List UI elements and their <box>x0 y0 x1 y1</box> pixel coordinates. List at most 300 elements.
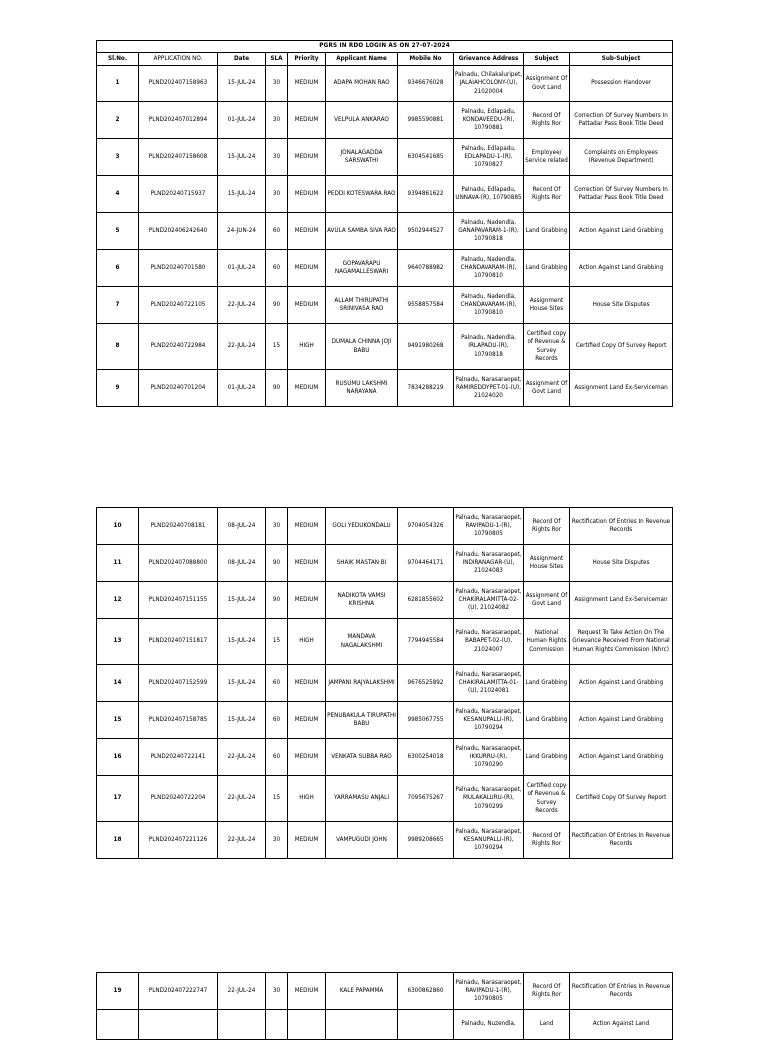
priority <box>288 176 326 213</box>
mobile-no-text: 9640788982 <box>407 263 444 271</box>
grievance-address-text: Palnadu, Narasaraopet, IKKURRU-(R), 10790290 <box>455 744 522 769</box>
subject <box>524 66 570 102</box>
priority-text: MEDIUM <box>294 595 319 603</box>
row-sl-no <box>97 739 139 776</box>
mobile-no-text: 9346676028 <box>407 79 444 87</box>
table-row <box>97 250 673 287</box>
subject-text: Land Grabbing <box>525 678 568 686</box>
sub-subject-text: Rectification Of Entries In Revenue Records <box>571 831 671 847</box>
subject-text: Assignment Of Govt Land <box>525 591 568 607</box>
priority <box>288 973 326 1010</box>
mobile-no-text: 9989208665 <box>407 835 444 843</box>
applicant-name <box>326 250 398 287</box>
row-sl-no <box>97 66 139 102</box>
subject-text: Record Of Rights Ror <box>531 111 562 127</box>
date-text: 24-JUN-24 <box>227 226 256 234</box>
sla <box>266 619 288 665</box>
date-text: 22-JUL-24 <box>227 752 256 760</box>
table-row <box>97 102 673 139</box>
application-no <box>139 822 218 859</box>
grievance-address <box>454 102 524 139</box>
table-row <box>97 739 673 776</box>
sla-text: 60 <box>272 226 281 234</box>
subject <box>524 545 570 582</box>
applicant-name <box>326 739 398 776</box>
subject <box>524 324 570 370</box>
grievance-address-text: Palnadu, Edlapadu, EDLAPADU-1-(R), 10790827 <box>461 144 516 169</box>
sla-text: 15 <box>272 342 281 350</box>
mobile-no-text: 6304541685 <box>407 152 444 160</box>
subject-text: Land Grabbing <box>525 752 568 760</box>
grievance-table-page-2 <box>96 507 673 859</box>
applicant-name <box>326 702 398 739</box>
mobile-no-text: 9394861622 <box>407 189 444 197</box>
subject <box>524 508 570 545</box>
row-sl-no-text: 1 <box>115 79 120 87</box>
date <box>218 822 266 859</box>
row-sl-no <box>97 287 139 324</box>
priority <box>288 102 326 139</box>
priority-text: MEDIUM <box>294 152 319 160</box>
row-sl-no-text: 19 <box>113 986 122 994</box>
date-text: 15-JUL-24 <box>227 678 256 686</box>
application-no <box>139 508 218 545</box>
grievance-address <box>454 139 524 176</box>
applicant-name <box>326 324 398 370</box>
table-row <box>97 822 673 859</box>
date <box>218 545 266 582</box>
applicant-name-text: ALLAM THIRUPATHI SRINIVASA RAO <box>334 296 389 312</box>
header-grievance-address: Grievance Address <box>454 53 524 66</box>
applicant-name-text: PENUBAKULA TIRUPATHI BABU <box>327 711 396 727</box>
priority <box>288 665 326 702</box>
header-date: Date <box>218 53 266 66</box>
mobile-no <box>398 582 454 619</box>
sla <box>266 66 288 102</box>
grievance-address-text: Palnadu, Narasaraopet, CHAKIRALAMITTA-01-(U), 21024081 <box>455 670 522 695</box>
sub-subject-text: Action Against Land Grabbing <box>578 715 664 723</box>
subject <box>524 619 570 665</box>
priority <box>288 545 326 582</box>
mobile-no <box>398 702 454 739</box>
application-no <box>139 702 218 739</box>
subject-text: Assignment House Sites <box>529 554 564 570</box>
sub-subject <box>570 287 673 324</box>
sla <box>266 739 288 776</box>
mobile-no <box>398 102 454 139</box>
application-no-text: PLND202407151155 <box>148 595 208 603</box>
priority-text: MEDIUM <box>294 300 319 308</box>
subject-text: Certified copy of Revenue & Survey Records <box>526 330 567 362</box>
application-no-text: PLND20240701580 <box>150 263 206 271</box>
grievance-address <box>454 582 524 619</box>
grievance-address-text: Palnadu, Narasaraopet, KESANUPALLI-(R), 10790294 <box>455 827 522 852</box>
applicant-name-text: YARRAMASU ANJALI <box>333 794 389 802</box>
grievance-address-text: Palnadu, Chilakaluripet, JALAIAHCOLONY-(U), 21020004 <box>455 71 522 95</box>
sla-text <box>267 1010 286 1039</box>
subject <box>524 1010 570 1040</box>
header-applicant-name: Applicant Name <box>326 53 398 66</box>
sla-text: 90 <box>272 383 281 391</box>
sub-subject <box>570 66 673 102</box>
sub-subject-text: Certified Copy Of Survey Report <box>575 342 667 350</box>
priority <box>288 619 326 665</box>
subject <box>524 582 570 619</box>
sub-subject <box>570 665 673 702</box>
mobile-no <box>398 287 454 324</box>
header-row <box>97 53 673 66</box>
applicant-name <box>326 545 398 582</box>
priority <box>288 739 326 776</box>
subject <box>524 776 570 822</box>
date <box>218 324 266 370</box>
mobile-no <box>398 324 454 370</box>
date <box>218 776 266 822</box>
mobile-no-text: 9704054326 <box>407 521 444 529</box>
date-text: 22-JUL-24 <box>227 342 256 350</box>
date-text: 22-JUL-24 <box>227 794 256 802</box>
row-sl-no-text: 8 <box>115 342 120 350</box>
application-no <box>139 739 218 776</box>
applicant-name-text: GOLI YEDUKONDALU <box>332 521 391 529</box>
date-text: 08-JUL-24 <box>227 521 256 529</box>
date-text: 22-JUL-24 <box>227 986 256 994</box>
priority-text: MEDIUM <box>294 79 319 87</box>
mobile-no <box>398 545 454 582</box>
applicant-name-text: AVULA SAMBA SIVA RAO <box>327 226 396 234</box>
grievance-address <box>454 324 524 370</box>
application-no-text: PLND202407152599 <box>148 678 208 686</box>
sub-subject <box>570 324 673 370</box>
subject-text: Land <box>539 1020 554 1028</box>
applicant-name <box>326 582 398 619</box>
priority-text: MEDIUM <box>294 521 319 529</box>
row-sl-no-text: 4 <box>115 189 120 197</box>
sub-subject-text: Rectification Of Entries In Revenue Records <box>571 517 671 533</box>
sla <box>266 324 288 370</box>
row-sl-no-text: 14 <box>113 678 122 686</box>
header-subject: Subject <box>524 53 570 66</box>
priority <box>288 508 326 545</box>
sub-subject-text: House Site Disputes <box>592 300 650 308</box>
date-text: 15-JUL-24 <box>227 152 256 160</box>
row-sl-no <box>97 250 139 287</box>
sub-subject-text: Assignment Land Ex-Serviceman <box>574 595 668 603</box>
sla-text: 90 <box>272 595 281 603</box>
table-row <box>97 508 673 545</box>
table-row <box>97 370 673 407</box>
subject <box>524 287 570 324</box>
mobile-no-text: 9985590881 <box>407 115 444 123</box>
priority-text: HIGH <box>299 637 314 645</box>
mobile-no <box>398 176 454 213</box>
row-sl-no-text: 3 <box>115 152 120 160</box>
sla <box>266 665 288 702</box>
mobile-no <box>398 370 454 407</box>
grievance-address <box>454 508 524 545</box>
header-sla: SLA <box>266 53 288 66</box>
grievance-address-text: Palnadu, Nadendla, CHANDAVARAM-(R), 10790810 <box>460 255 517 280</box>
table-row <box>97 665 673 702</box>
row-sl-no <box>97 508 139 545</box>
subject <box>524 250 570 287</box>
grievance-address-text: Palnadu, Narasaraopet, RAVIPADU-1-(R), 10790805 <box>455 978 522 1003</box>
applicant-name-text: DUMALA CHINNA JOJI BABU <box>331 338 392 354</box>
mobile-no <box>398 1010 454 1040</box>
sla-text: 90 <box>272 558 281 566</box>
sla <box>266 139 288 176</box>
grievance-address-text: Palnadu, Narasaraopet, INDIRANAGAR-(U), 21024083 <box>455 550 522 575</box>
table-row <box>97 324 673 370</box>
date <box>218 665 266 702</box>
sub-subject <box>570 139 673 176</box>
applicant-name-text: VELPULA ANKARAO <box>334 115 389 123</box>
sub-subject-text: Possession Handover <box>591 79 652 87</box>
row-sl-no-text: 16 <box>113 752 122 760</box>
application-no <box>139 102 218 139</box>
sub-subject <box>570 1010 673 1040</box>
priority-text: MEDIUM <box>294 115 319 123</box>
row-sl-no-text: 7 <box>115 300 120 308</box>
mobile-no <box>398 66 454 102</box>
row-sl-no-text: 6 <box>115 263 120 271</box>
mobile-no-text: 9558857584 <box>407 300 444 308</box>
mobile-no-text: 9502944527 <box>407 226 444 234</box>
applicant-name-text: VENKATA SUBBA RAO <box>331 752 392 760</box>
sla <box>266 102 288 139</box>
mobile-no <box>398 739 454 776</box>
row-sl-no <box>97 822 139 859</box>
priority <box>288 213 326 250</box>
priority <box>288 250 326 287</box>
header-sl-no: Sl.No. <box>97 53 139 66</box>
application-no-text: PLND20240722984 <box>150 342 206 350</box>
table-row <box>97 582 673 619</box>
sub-subject <box>570 702 673 739</box>
header-mobile-no: Mobile No <box>398 53 454 66</box>
applicant-name <box>326 508 398 545</box>
row-sl-no <box>97 370 139 407</box>
application-no-text: PLND20240715937 <box>150 189 206 197</box>
sub-subject <box>570 822 673 859</box>
sub-subject <box>570 776 673 822</box>
application-no-text: PLND202407158785 <box>148 715 208 723</box>
applicant-name <box>326 619 398 665</box>
priority-text <box>289 1010 324 1039</box>
table-body <box>97 973 673 1040</box>
application-no <box>139 324 218 370</box>
application-no-text: PLND20240701204 <box>150 383 206 391</box>
sub-subject <box>570 102 673 139</box>
date <box>218 287 266 324</box>
applicant-name-text <box>327 1010 396 1039</box>
sub-subject <box>570 213 673 250</box>
application-no <box>139 1010 218 1040</box>
table-row <box>97 66 673 102</box>
sub-subject-text: Action Against Land Grabbing <box>578 678 664 686</box>
sla-text: 60 <box>272 678 281 686</box>
subject <box>524 139 570 176</box>
subject <box>524 370 570 407</box>
date <box>218 582 266 619</box>
sla-text: 30 <box>272 521 281 529</box>
grievance-address <box>454 250 524 287</box>
row-sl-no-text: 18 <box>113 835 122 843</box>
grievance-address <box>454 545 524 582</box>
priority-text: MEDIUM <box>294 986 319 994</box>
sla-text: 15 <box>272 794 281 802</box>
application-no-text: PLND20240722141 <box>150 752 206 760</box>
priority <box>288 139 326 176</box>
report-title: PGRS IN RDO LOGIN AS ON 27-07-2024 <box>97 41 673 53</box>
table-row <box>97 973 673 1010</box>
applicant-name <box>326 139 398 176</box>
subject <box>524 973 570 1010</box>
mobile-no <box>398 250 454 287</box>
sub-subject-text: Complaints on Employees (Revenue Department) <box>584 148 658 164</box>
grievance-table-page-3 <box>96 972 673 1040</box>
application-no <box>139 665 218 702</box>
applicant-name <box>326 287 398 324</box>
header-sub-subject: Sub-Subject <box>570 53 673 66</box>
applicant-name-text: MANDAVA NAGALAKSHMI <box>340 633 383 649</box>
grievance-address-text: Palnadu, Narasaraopet, CHAKIRALAMITTA-02-(U), 21024082 <box>455 587 522 612</box>
mobile-no-text: 9491980268 <box>407 342 444 350</box>
sla <box>266 582 288 619</box>
table-row <box>97 176 673 213</box>
mobile-no-text: 9985067755 <box>407 715 444 723</box>
row-sl-no-text: 13 <box>113 637 122 645</box>
sla-text: 60 <box>272 263 281 271</box>
sla <box>266 370 288 407</box>
application-no-text: PLND20240708181 <box>150 521 206 529</box>
sla <box>266 176 288 213</box>
application-no <box>139 213 218 250</box>
subject-text: Assignment Of Govt Land <box>525 379 568 395</box>
sla-text: 30 <box>272 835 281 843</box>
sub-subject <box>570 739 673 776</box>
grievance-address <box>454 739 524 776</box>
grievance-address <box>454 370 524 407</box>
priority <box>288 1010 326 1040</box>
subject-text: Record Of Rights Ror <box>531 831 562 847</box>
grievance-address <box>454 1010 524 1040</box>
row-sl-no-text: 15 <box>113 715 122 723</box>
grievance-address <box>454 822 524 859</box>
application-no-text: PLND20240722204 <box>150 794 206 802</box>
application-no-text: PLND202407222747 <box>148 986 208 994</box>
sla <box>266 973 288 1010</box>
application-no <box>139 582 218 619</box>
applicant-name <box>326 822 398 859</box>
sub-subject <box>570 370 673 407</box>
mobile-no-text: 6281855602 <box>407 595 444 603</box>
table-row <box>97 213 673 250</box>
subject-text: Land Grabbing <box>525 226 568 234</box>
subject-text: Land Grabbing <box>525 263 568 271</box>
application-no <box>139 287 218 324</box>
grievance-address <box>454 287 524 324</box>
sla-text: 30 <box>272 986 281 994</box>
row-sl-no <box>97 665 139 702</box>
sub-subject <box>570 973 673 1010</box>
grievance-address <box>454 619 524 665</box>
sla <box>266 508 288 545</box>
sub-subject <box>570 619 673 665</box>
date <box>218 66 266 102</box>
sla-text: 30 <box>272 115 281 123</box>
grievance-address <box>454 973 524 1010</box>
priority <box>288 370 326 407</box>
date-text <box>219 1010 264 1039</box>
sla <box>266 545 288 582</box>
row-sl-no-text: 9 <box>115 383 120 391</box>
row-sl-no <box>97 973 139 1010</box>
applicant-name-text: ADAPA MOHAN RAO <box>333 79 390 87</box>
applicant-name-text: SHAIK MASTAN BI <box>336 558 387 566</box>
sla-text: 30 <box>272 152 281 160</box>
date-text: 01-JUL-24 <box>227 263 256 271</box>
header-application-no: APPLICATION NO. <box>139 53 218 66</box>
sla-text: 30 <box>272 189 281 197</box>
mobile-no-text <box>399 1010 452 1039</box>
grievance-address-text: Palnadu, Narasaraopet, BABAPET-02-(U), 21024007 <box>455 629 522 653</box>
applicant-name <box>326 776 398 822</box>
date-text: 15-JUL-24 <box>227 715 256 723</box>
application-no <box>139 973 218 1010</box>
applicant-name <box>326 370 398 407</box>
grievance-address <box>454 66 524 102</box>
date <box>218 508 266 545</box>
applicant-name-text: JAMPANI RAJYALAKSHMI <box>328 678 395 686</box>
subject-text: National Human Rights Commission <box>526 629 567 653</box>
mobile-no-text: 9676525892 <box>407 678 444 686</box>
application-no-text: PLND202407088800 <box>148 558 208 566</box>
grievance-address <box>454 176 524 213</box>
grievance-address <box>454 665 524 702</box>
grievance-address <box>454 702 524 739</box>
subject-text: Employee/ Service related <box>525 148 568 164</box>
table-body <box>97 66 673 407</box>
applicant-name-text: RUSUMU LAKSHMI NARAYANA <box>335 379 388 395</box>
application-no <box>139 139 218 176</box>
mobile-no-text: 9704464171 <box>407 558 444 566</box>
mobile-no-text: 6300862860 <box>407 986 444 994</box>
sub-subject-text: Action Against Land <box>592 1020 650 1028</box>
application-no-text: PLND202407012894 <box>148 115 208 123</box>
subject-text: Assignment House Sites <box>529 296 564 312</box>
date <box>218 370 266 407</box>
grievance-address-text: Palnadu, Nuzendla, <box>461 1020 516 1028</box>
table-row <box>97 287 673 324</box>
sla-text: 90 <box>272 300 281 308</box>
mobile-no-text: 7095675267 <box>407 794 444 802</box>
subject <box>524 739 570 776</box>
applicant-name <box>326 1010 398 1040</box>
priority-text: MEDIUM <box>294 715 319 723</box>
subject-text: Record Of Rights Ror <box>531 185 562 201</box>
priority-text: MEDIUM <box>294 678 319 686</box>
grievance-address <box>454 213 524 250</box>
grievance-address-text: Palnadu, Nadendla, IRLAPADU-(R), 10790818 <box>461 334 516 358</box>
row-sl-no-text: 17 <box>113 794 122 802</box>
sla <box>266 250 288 287</box>
date-text: 08-JUL-24 <box>227 558 256 566</box>
date <box>218 102 266 139</box>
application-no-text <box>140 1010 216 1039</box>
subject-text: Record Of Rights Ror <box>531 517 562 533</box>
applicant-name <box>326 102 398 139</box>
